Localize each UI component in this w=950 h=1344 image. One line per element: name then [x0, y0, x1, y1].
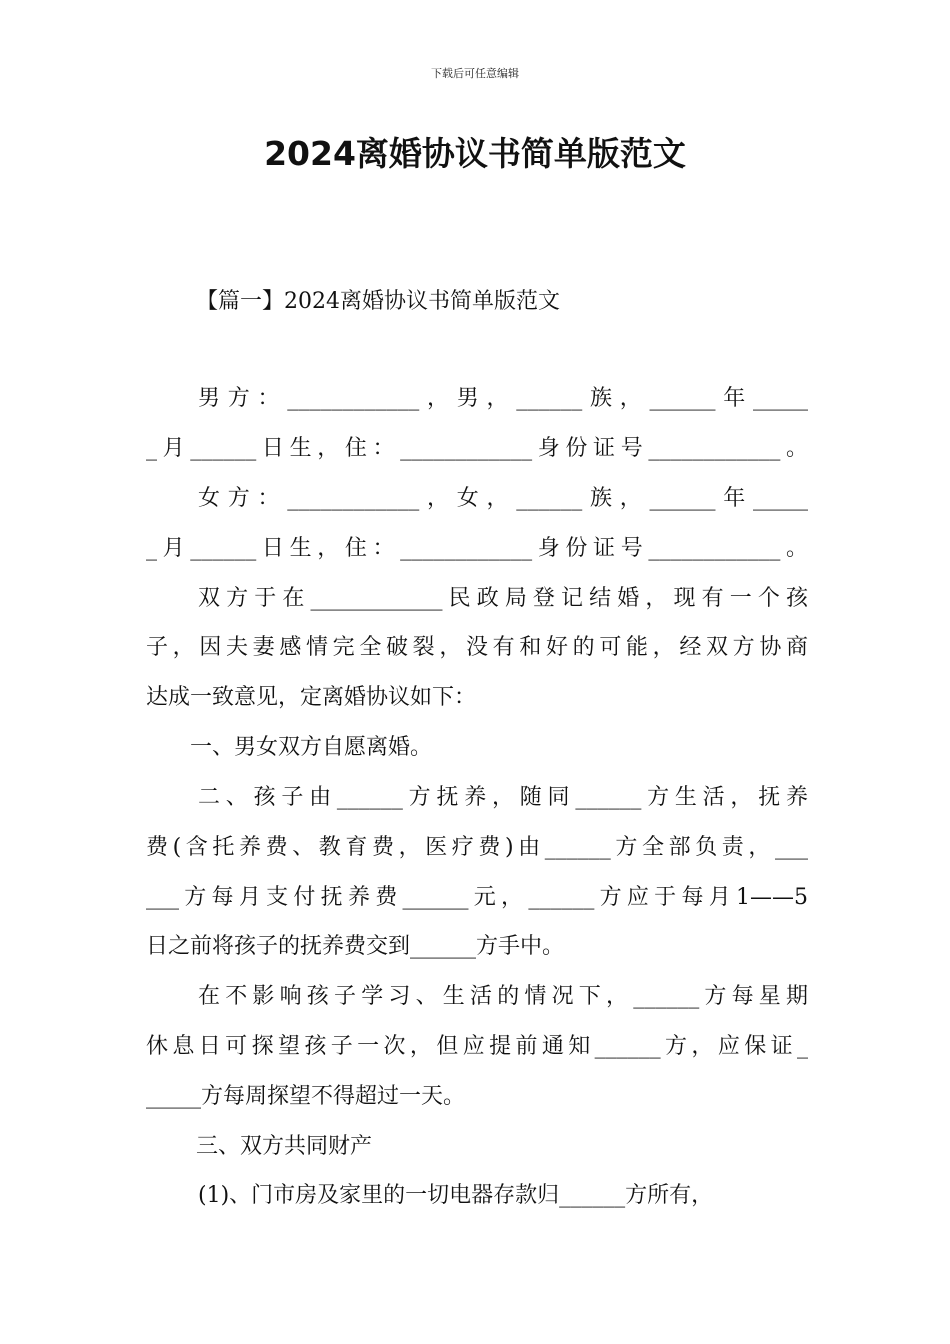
- paragraph-line: _月______日生，住：____________身份证号____________。: [146, 536, 808, 561]
- paragraph-line: _____方每周探望不得超过一天。: [146, 1084, 466, 1109]
- paragraph-line: 双方于在____________民政局登记结婚，现有一个孩: [198, 586, 808, 611]
- paragraph-line: 日之前将孩子的抚养费交到______方手中。: [146, 934, 565, 959]
- paragraph-line: 在不影响孩子学习、生活的情况下，______方每星期: [198, 984, 808, 1009]
- section-title: 【篇一】2024离婚协议书简单版范文: [196, 289, 560, 314]
- paragraph-line: 子，因夫妻感情完全破裂，没有和好的可能，经双方协商: [146, 635, 808, 660]
- paragraph-line: 女方：____________，女，______族，______年_____: [198, 486, 808, 511]
- paragraph-line: 男方：____________，男，______族，______年_____: [198, 386, 808, 411]
- paragraph-line: ___方每月支付抚养费______元，______方应于每月1——5: [146, 885, 808, 910]
- paragraph-line: _月______日生，住：____________身份证号____________。: [146, 436, 808, 461]
- paragraph-line: (1)、门市房及家里的一切电器存款归______方所有，: [198, 1183, 714, 1208]
- paragraph-line: 休息日可探望孩子一次，但应提前通知______方，应保证_: [146, 1034, 808, 1059]
- header-note: 下载后可任意编辑: [431, 67, 519, 80]
- paragraph-line: 三、双方共同财产: [196, 1134, 373, 1159]
- paragraph-line: 一、男女双方自愿离婚。: [190, 735, 433, 760]
- document-title: 2024离婚协议书简单版范文: [264, 134, 686, 173]
- paragraph-line: 达成一致意见，定离婚协议如下：: [146, 685, 477, 710]
- paragraph-line: 费(含托养费、教育费，医疗费)由______方全部负责，___: [146, 835, 808, 860]
- paragraph-line: 二、孩子由______方抚养，随同______方生活，抚养: [198, 785, 808, 810]
